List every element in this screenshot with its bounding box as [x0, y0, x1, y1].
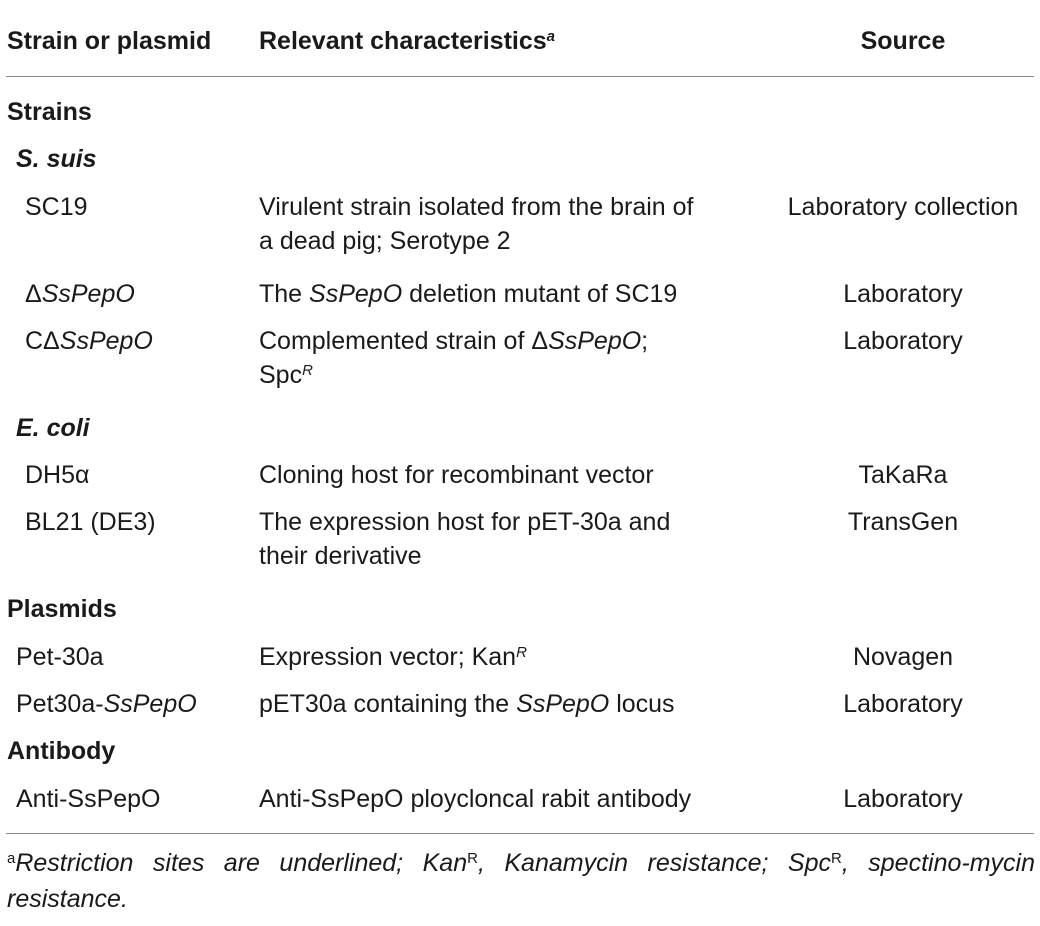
row-anti-sspepo-characteristics: Anti-SsPepO ploycloncal rabit antibody — [259, 785, 692, 813]
row-cdelta-source: Laboratory — [843, 327, 963, 355]
header-col2-footnote-marker: a — [546, 28, 556, 45]
header-strain-or-plasmid: Strain or plasmid — [7, 27, 212, 55]
row-pet30a-sspepo-characteristics: pET30a containing the SsPepO locus — [259, 690, 675, 718]
row-sc19-characteristics: Virulent strain isolated from the brain of a dead pig; Serotype 2 — [259, 193, 694, 255]
row-dh5a-characteristics: Cloning host for recombinant vector — [259, 461, 654, 489]
row-sc19-name: SC19 — [25, 193, 88, 221]
row-bl21-characteristics: The expression host for pET-30a and their derivative — [259, 508, 671, 570]
bottom-rule — [6, 833, 1034, 834]
section-strains: Strains — [7, 98, 92, 126]
row-dh5a-source: TaKaRa — [858, 461, 948, 489]
header-rule — [6, 76, 1034, 77]
section-plasmids: Plasmids — [7, 595, 117, 623]
row-delta-characteristics: The SsPepO deletion mutant of SC19 — [259, 280, 678, 308]
table-footnote: $^a$Restriction sites are underlined; Kan$^R$, Kanamycin resistance; Spc$^R$, spectino-mycin resistance. — [7, 849, 1035, 913]
row-bl21-name: BL21 (DE3) — [25, 508, 156, 536]
row-pet30a-sspepo-name: Pet30a-SsPepO — [16, 690, 197, 718]
row-pet30a-source: Novagen — [852, 643, 954, 671]
row-cdelta-name: CΔSsPepO — [25, 327, 153, 355]
row-delta-name: ΔSsPepO — [25, 280, 135, 308]
row-bl21-source: TransGen — [847, 508, 959, 536]
row-delta-source: Laboratory — [843, 280, 963, 308]
row-dh5a-name: DH5α — [25, 461, 90, 489]
row-anti-sspepo-name: Anti-SsPepO — [16, 785, 161, 813]
subsection-s-suis: S. suis — [16, 145, 97, 173]
header-col2-text: Relevant characteristics — [259, 27, 547, 55]
subsection-e-coli: E. coli — [16, 414, 90, 442]
section-antibody: Antibody — [7, 737, 116, 765]
header-relevant-characteristics — [259, 24, 759, 58]
row-pet30a-name: Pet-30a — [16, 643, 104, 671]
header-source: Source — [860, 27, 946, 55]
row-pet30a-characteristics: Expression vector; Kan$^R$ — [259, 643, 527, 671]
row-sc19-source: Laboratory collection — [787, 193, 1019, 221]
row-cdelta-characteristics: Complemented strain of ΔSsPepO; Spc$^R$ — [259, 327, 649, 389]
row-pet30a-sspepo-source: Laboratory — [843, 690, 963, 718]
row-anti-sspepo-source: Laboratory — [843, 785, 963, 813]
